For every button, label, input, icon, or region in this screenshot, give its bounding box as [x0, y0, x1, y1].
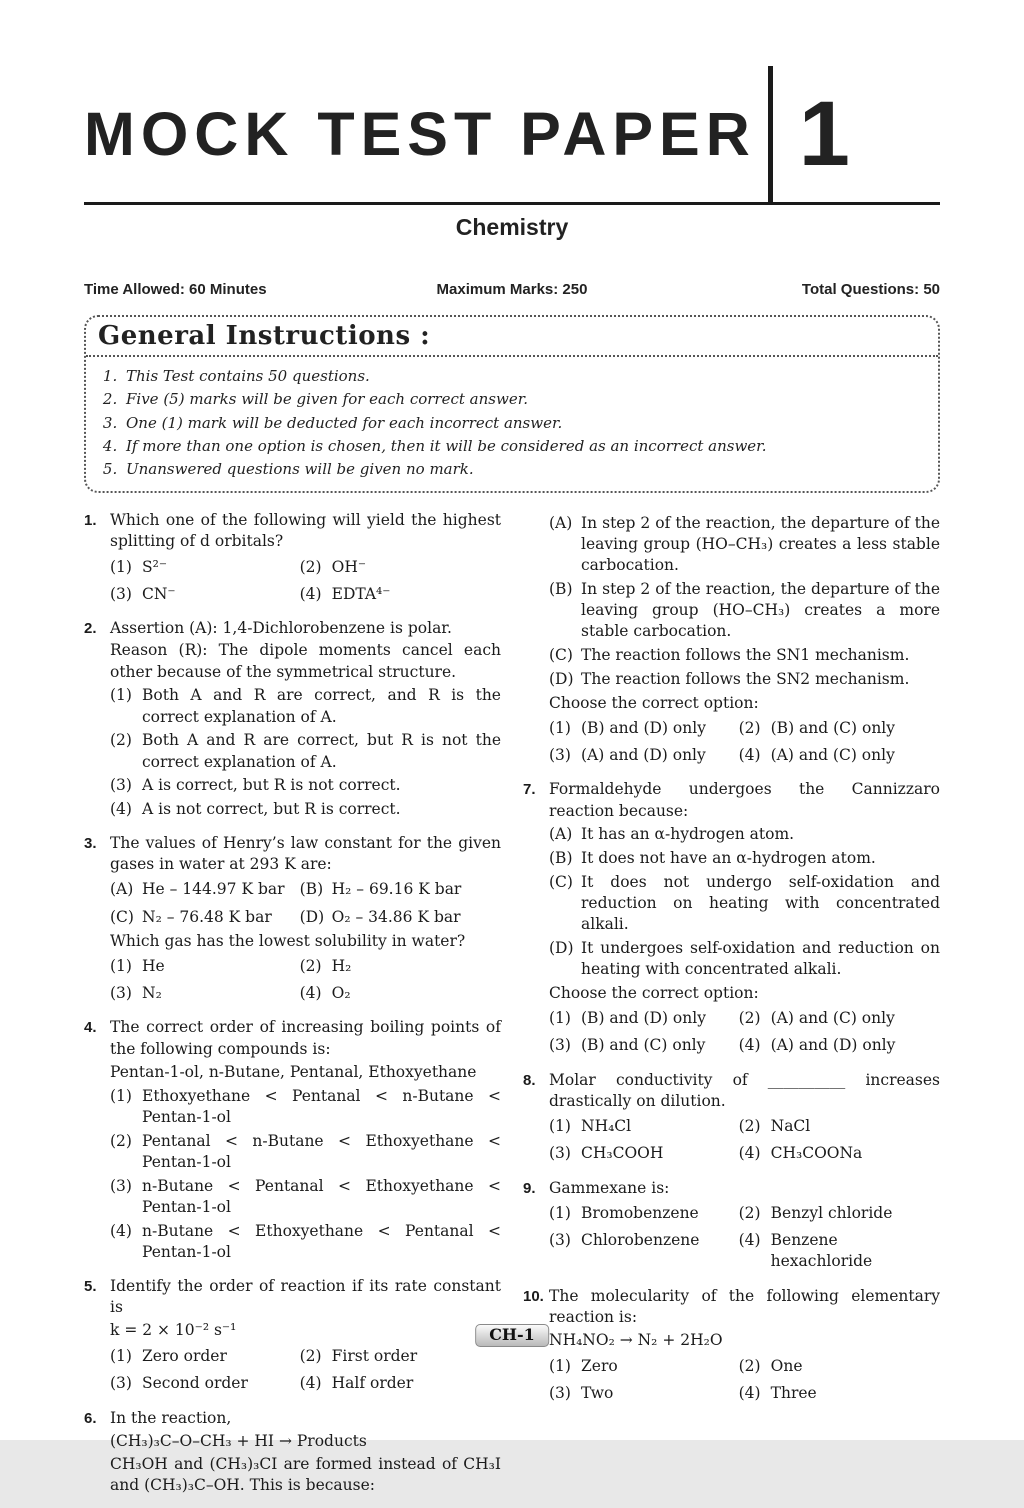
option-label: (1) [110, 686, 132, 705]
option [739, 718, 940, 739]
option-text: Ethoxyethane < Pentanal < n-Butane < Pentan-1-ol [142, 1086, 501, 1126]
option-label: (1) [549, 1203, 571, 1222]
option-text: H₂ [331, 956, 352, 975]
option [110, 907, 300, 928]
option-label: (1) [549, 1117, 571, 1136]
option [549, 1203, 739, 1224]
question-number [523, 510, 549, 769]
option-text: Benzene hexachloride [770, 1231, 873, 1271]
option [110, 584, 300, 605]
option [549, 1035, 739, 1056]
option-label: (B) [299, 880, 324, 899]
masthead-title: MOCK TEST PAPER [84, 99, 756, 168]
question-text: Assertion (A): 1,4-Dichlorobenzene is polar. [110, 619, 452, 638]
question [84, 510, 501, 608]
option-label: (1) [110, 1086, 132, 1105]
option-label: (D) [549, 938, 574, 957]
option [110, 1131, 501, 1173]
option-text: Bromobenzene [581, 1203, 699, 1222]
instruction-item: 2. Five (5) marks will be given for each correct answer. [122, 388, 938, 411]
option [110, 1373, 300, 1394]
option-text: (B) and (D) only [581, 718, 706, 737]
option-label: (C) [549, 872, 573, 891]
question-body [110, 833, 501, 1008]
option [300, 956, 501, 977]
option-label: (4) [299, 984, 322, 1003]
question-body [110, 1017, 501, 1265]
option-text: In step 2 of the reaction, the departure of the leaving group (HO–CH₃) creates a more stable carbocation. [581, 579, 940, 641]
question-text: Choose the correct option: [549, 983, 759, 1002]
option [739, 1143, 940, 1164]
options-grid [110, 554, 501, 608]
option [549, 1143, 739, 1164]
question [523, 779, 940, 1059]
question-text: Molar conductivity of __________ increases drastically on dilution. [549, 1070, 940, 1110]
question-body [110, 618, 501, 823]
header-rule [84, 202, 940, 205]
option [110, 1221, 501, 1263]
option-label: (1) [549, 1357, 571, 1376]
options-list [110, 685, 501, 820]
option [549, 513, 940, 577]
question-number: 8. [523, 1071, 536, 1089]
option-label: (2) [299, 557, 322, 576]
option-text: (B) and (D) only [581, 1009, 706, 1028]
question [84, 1017, 501, 1265]
option [300, 557, 501, 578]
option-text: EDTA⁴⁻ [331, 584, 391, 603]
question-body [549, 1286, 940, 1408]
question-number: 4. [84, 1019, 97, 1037]
option [549, 745, 739, 766]
option [739, 1035, 940, 1056]
option-text: First order [331, 1347, 418, 1366]
option-label: (3) [110, 584, 132, 603]
question-text: Which gas has the lowest solubility in water? [110, 931, 466, 950]
question-body [110, 1408, 501, 1498]
option-text: N₂ – 76.48 K bar [142, 907, 272, 926]
option-text: (B) and (C) only [581, 1036, 706, 1055]
option-text: One [770, 1357, 803, 1376]
option-label: (1) [549, 718, 571, 737]
option-text: CH₃COOH [581, 1144, 664, 1163]
masthead-divider-bar [768, 66, 773, 202]
question-text: Which one of the following will yield the highest splitting of d orbitals? [110, 511, 501, 551]
question-number: 9. [523, 1179, 536, 1197]
formula-text: NH₄NO₂ → N₂ + 2H₂O [549, 1330, 723, 1349]
option-text: Two [581, 1384, 614, 1403]
question-number: 5. [84, 1277, 97, 1295]
option [549, 718, 739, 739]
option-text: S²⁻ [142, 557, 168, 576]
option-label: (3) [110, 1176, 132, 1195]
option [110, 730, 501, 772]
option-label: (2) [738, 718, 761, 737]
instruction-item: 1. This Test contains 50 questions. [122, 365, 938, 388]
option-text: Three [770, 1384, 817, 1403]
option-label: (4) [110, 1221, 132, 1240]
general-instructions-box [84, 315, 940, 493]
option-label: (3) [549, 746, 571, 765]
question-text: Formaldehyde undergoes the Cannizzaro reaction because: [549, 780, 940, 820]
question [523, 1178, 940, 1276]
option [110, 1346, 300, 1367]
option [300, 879, 501, 900]
option-text: Chlorobenzene [581, 1231, 700, 1250]
option [110, 956, 300, 977]
option-text: He [142, 956, 165, 975]
option-label: (4) [299, 584, 322, 603]
option-label: (1) [110, 557, 132, 576]
meta-row [84, 281, 940, 298]
option-text: Both A and R are correct, but R is not the correct explanation of A. [142, 731, 501, 771]
option [300, 1346, 501, 1367]
option-text: H₂ – 69.16 K bar [331, 880, 462, 899]
option-text: Zero [581, 1357, 618, 1376]
question-number: 6. [84, 1409, 97, 1427]
total-questions-label: Total Questions: 50 [801, 281, 940, 298]
question-body [549, 1178, 940, 1276]
option [739, 1203, 940, 1224]
question-text: The values of Henry’s law constant for the given gases in water at 293 K are: [110, 833, 501, 874]
option-text: It does not undergo self-oxidation and reduction on heating with concentrated alkali. [581, 872, 940, 934]
option-label: (2) [738, 1357, 761, 1376]
option [549, 1356, 739, 1377]
option-label: (4) [738, 1036, 761, 1055]
option-text: CN⁻ [142, 584, 176, 603]
question [84, 1276, 501, 1398]
instruction-item: 4. If more than one option is chosen, then it will be considered as an incorrect answer. [122, 435, 938, 458]
option-text: Half order [331, 1374, 414, 1393]
question-text: The molecularity of the following elementary reaction is: [549, 1286, 940, 1326]
option-label: (4) [738, 746, 761, 765]
option [549, 1008, 739, 1029]
option-label: (A) [549, 825, 573, 844]
questions-area [84, 510, 940, 1507]
option-label: (3) [549, 1144, 571, 1163]
option [549, 824, 940, 845]
option-text: It has an α-hydrogen atom. [581, 825, 795, 844]
questions-column-right [523, 510, 940, 1507]
option [549, 669, 940, 690]
option [739, 1356, 940, 1377]
instruction-item: 5. Unanswered questions will be given no mark. [122, 458, 938, 481]
question [523, 510, 940, 769]
option-text: (A) and (D) only [581, 746, 706, 765]
option-label: (B) [549, 849, 573, 868]
option-label: (2) [738, 1117, 761, 1136]
option [110, 775, 501, 796]
option-label: (1) [549, 1009, 571, 1028]
option-text: NaCl [770, 1117, 811, 1136]
option-label: (4) [738, 1384, 761, 1403]
question [523, 1286, 940, 1408]
option [110, 799, 501, 820]
question-number: 3. [84, 834, 97, 852]
question-number: 1. [84, 512, 97, 530]
option-text: Pentanal < n-Butane < Ethoxyethane < Pentan-1-ol [142, 1131, 501, 1171]
question-text: The correct order of increasing boiling points of the following compounds is: [110, 1018, 501, 1058]
option-label: (4) [299, 1374, 322, 1393]
formula-text: Pentan-1-ol, n-Butane, Pentanal, Ethoxyethane [110, 1062, 477, 1081]
option-label: (2) [738, 1009, 761, 1028]
instructions-title: General Instructions : [86, 317, 938, 357]
options-grid [110, 953, 501, 1007]
question-body [110, 510, 501, 608]
option-text: He – 144.97 K bar [142, 880, 285, 899]
option-text: Second order [142, 1374, 248, 1393]
option [300, 1373, 501, 1394]
option [300, 584, 501, 605]
question-text: Gammexane is: [549, 1178, 670, 1197]
option-label: (3) [549, 1036, 571, 1055]
option-label: (B) [549, 579, 573, 598]
option-label: (4) [738, 1144, 761, 1163]
option-text: (B) and (C) only [770, 718, 896, 737]
option-text: (A) and (D) only [770, 1036, 896, 1055]
option-label: (3) [549, 1384, 571, 1403]
option-text: The reaction follows the SN2 mechanism. [581, 669, 910, 688]
option [110, 983, 300, 1004]
option-label: (A) [110, 880, 134, 899]
question-body [549, 1070, 940, 1168]
option [549, 1383, 739, 1404]
option [300, 907, 501, 928]
subject-title: Chemistry [455, 214, 569, 240]
option [110, 557, 300, 578]
option [549, 1230, 739, 1272]
instructions-list [86, 365, 938, 481]
option [549, 1116, 739, 1137]
option [110, 1176, 501, 1218]
option-text: (A) and (C) only [770, 746, 895, 765]
option-label: (2) [110, 731, 132, 750]
option [549, 579, 940, 643]
page-badge: CH-1 [475, 1324, 549, 1347]
option-text: CH₃COONa [770, 1144, 863, 1163]
option-label: (D) [549, 669, 574, 688]
option-label: (2) [738, 1203, 761, 1222]
paper-number: 1 [798, 83, 850, 185]
masthead [84, 66, 940, 202]
option-label: (D) [299, 907, 325, 926]
option-text: Both A and R are correct, and R is the correct explanation of A. [142, 686, 501, 726]
option-text: N₂ [142, 984, 162, 1003]
option-label: (4) [738, 1231, 761, 1250]
option-text: (A) and (C) only [770, 1009, 895, 1028]
question-body [110, 1276, 501, 1398]
option [110, 685, 501, 727]
option-text: A is correct, but R is not correct. [142, 776, 401, 795]
option-text: Zero order [142, 1347, 227, 1366]
option-label: (A) [549, 513, 573, 532]
question-text: Choose the correct option: [549, 693, 759, 712]
option-label: (2) [299, 1347, 322, 1366]
option-label: (3) [110, 984, 132, 1003]
question-text: Identify the order of reaction if its rate constant is [110, 1276, 501, 1316]
option-label: (3) [110, 1374, 132, 1393]
options-grid [110, 876, 501, 930]
option-text: The reaction follows the SN1 mechanism. [581, 646, 910, 665]
option-text: In step 2 of the reaction, the departure of the leaving group (HO–CH₃) creates a less stable carbocation. [581, 513, 940, 575]
option [549, 645, 940, 666]
instruction-item: 3. One (1) mark will be deducted for each incorrect answer. [122, 412, 938, 435]
options-list [110, 1086, 501, 1263]
question-number: 7. [523, 781, 536, 799]
formula-text: k = 2 × 10⁻² s⁻¹ [110, 1320, 237, 1339]
maximum-marks-label: Maximum Marks: 250 [436, 281, 588, 298]
option-text: n-Butane < Pentanal < Ethoxyethane < Pentan-1-ol [142, 1176, 501, 1216]
option-label: (2) [299, 956, 322, 975]
option [549, 938, 940, 980]
options-grid [549, 1005, 940, 1059]
question [84, 833, 501, 1008]
options-grid [549, 1353, 940, 1407]
option-text: n-Butane < Ethoxyethane < Pentanal < Pentan-1-ol [142, 1221, 501, 1261]
options-list [549, 824, 940, 980]
question-text: CH₃OH and (CH₃)₃CI are formed instead of CH₃I and (CH₃)₃C–OH. This is because: [110, 1455, 501, 1495]
options-grid [549, 715, 940, 769]
option-label: (1) [110, 956, 132, 975]
formula-text: (CH₃)₃C–O–CH₃ + HI → Products [110, 1431, 367, 1450]
option [549, 872, 940, 936]
option [549, 848, 940, 869]
option-label: (2) [110, 1131, 132, 1150]
question [84, 618, 501, 823]
question [523, 1070, 940, 1168]
option [739, 745, 940, 766]
question-number: 2. [84, 620, 97, 638]
options-grid [110, 1343, 501, 1397]
question-text: In the reaction, [110, 1408, 232, 1427]
page-header [84, 66, 940, 298]
option-label: (3) [549, 1231, 571, 1250]
options-grid [549, 1113, 940, 1167]
option [110, 1086, 501, 1128]
option [110, 879, 300, 900]
questions-column-left [84, 510, 501, 1507]
question-text: Reason (R): The dipole moments cancel each other because of the symmetrical structure. [110, 641, 501, 681]
option-text: O₂ – 34.86 K bar [331, 907, 461, 926]
option-text: NH₄Cl [581, 1117, 632, 1136]
option-text: It undergoes self-oxidation and reduction on heating with concentrated alkali. [581, 938, 940, 979]
question-body [549, 510, 940, 769]
option [739, 1008, 940, 1029]
option-text: It does not have an α-hydrogen atom. [581, 849, 876, 868]
option [739, 1383, 940, 1404]
option-label: (C) [110, 907, 134, 926]
option-label: (C) [549, 646, 573, 665]
option-label: (1) [110, 1347, 132, 1366]
option [739, 1116, 940, 1137]
options-grid [549, 1200, 940, 1276]
option-text: A is not correct, but R is correct. [142, 800, 401, 819]
options-list [549, 513, 940, 690]
option [739, 1230, 940, 1272]
time-allowed-label: Time Allowed: 60 Minutes [84, 281, 267, 298]
option-label: (4) [110, 800, 132, 819]
question-number: 10. [523, 1287, 544, 1305]
option-text: Benzyl chloride [770, 1203, 893, 1222]
question [84, 1408, 501, 1498]
question-body [549, 779, 940, 1059]
option-text: O₂ [331, 984, 351, 1003]
option [300, 983, 501, 1004]
option-label: (3) [110, 776, 132, 795]
option-text: OH⁻ [331, 557, 367, 576]
